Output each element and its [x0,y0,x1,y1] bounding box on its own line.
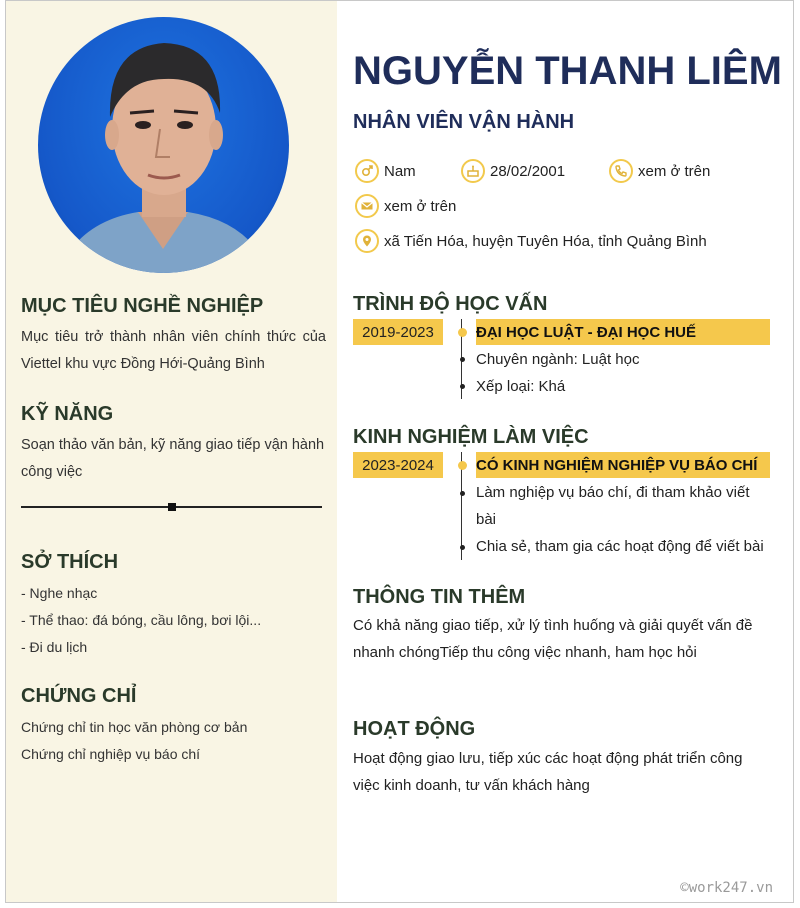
location-icon [355,229,379,253]
experience-detail: Chia sẻ, tham gia các hoạt động để viết bài [476,538,764,555]
main-content [337,1,793,902]
experience-position: CÓ KINH NGHIỆM NGHIỆP VỤ BÁO CHÍ [476,452,770,478]
address-value: xã Tiến Hóa, huyện Tuyên Hóa, tỉnh Quảng Bình [384,232,707,250]
education-title: TRÌNH ĐỘ HỌC VẤN [353,293,548,315]
hobby-item: - Nghe nhạc [21,585,98,601]
activities-title: HOẠT ĐỘNG [353,718,476,740]
objective-title: MỤC TIÊU NGHỀ NGHIỆP [21,295,264,317]
phone-icon [609,159,633,183]
bullet-dot [460,357,465,362]
phone-value: xem ở trên [638,162,711,180]
bullet-dot [460,491,465,496]
certificate-item: Chứng chỉ nghiệp vụ báo chí [21,746,201,762]
skills-title: KỸ NĂNG [21,403,114,425]
education-school: ĐẠI HỌC LUẬT - ĐẠI HỌC HUẾ [476,319,770,345]
gender-icon [355,159,379,183]
education-detail: Xếp loại: Khá [476,378,566,395]
bullet-dot [460,384,465,389]
birthday-value: 28/02/2001 [490,162,566,180]
hobbies-title: SỞ THÍCH [21,551,119,573]
activities-text: Hoạt động giao lưu, tiếp xúc các hoạt động phát triển công việc kinh doanh, tư vấn khách hàng [353,750,743,794]
skill-level-marker [168,503,176,511]
experience-period: 2023-2024 [353,452,443,478]
info-address [355,227,707,255]
sidebar [6,1,337,902]
objective-text: Mục tiêu trở thành nhân viên chính thức của Viettel khu vực Đồng Hới-Quảng Bình [21,329,326,372]
watermark: ©work247.vn [680,880,773,896]
experience-detail: Làm nghiệp vụ báo chí, đi tham khảo viết bài [476,484,750,528]
gender-value: Nam [384,162,416,180]
education-detail: Chuyên ngành: Luật học [476,351,640,368]
profile-photo [38,17,289,273]
certificates-list [21,714,326,768]
info-gender [355,157,416,185]
email-icon [355,194,379,218]
birthday-cake-icon [461,159,485,183]
education-timeline-dot [458,328,467,337]
hobby-item: - Thể thao: đá bóng, cầu lông, bơi lội... [21,612,262,628]
cv-page [5,0,794,903]
info-birthday [461,157,565,185]
hobbies-list [21,580,326,661]
education-period: 2019-2023 [353,319,443,345]
info-phone[interactable] [609,157,710,185]
info-email[interactable] [355,192,456,220]
experience-timeline-dot [458,461,467,470]
email-value: xem ở trên [384,197,457,215]
certificate-item: Chứng chỉ tin học văn phòng cơ bản [21,719,248,735]
candidate-name: NGUYỄN THANH LIÊM [353,49,782,93]
job-title: NHÂN VIÊN VẬN HÀNH [353,111,575,133]
hobby-item: - Đi du lịch [21,639,88,655]
experience-title: KINH NGHIỆM LÀM VIỆC [353,426,589,448]
additional-info-text: Có khả năng giao tiếp, xử lý tình huống và giải quyết vấn đề nhanh chóngTiếp thu công việc nhanh, ham học hỏi [353,617,753,661]
portrait-illustration [38,17,289,273]
bullet-dot [460,545,465,550]
additional-info-title: THÔNG TIN THÊM [353,586,526,608]
certificates-title: CHỨNG CHỈ [21,685,137,707]
skills-text: Soạn thảo văn bản, kỹ năng giao tiếp vận hành công việc [21,437,325,480]
